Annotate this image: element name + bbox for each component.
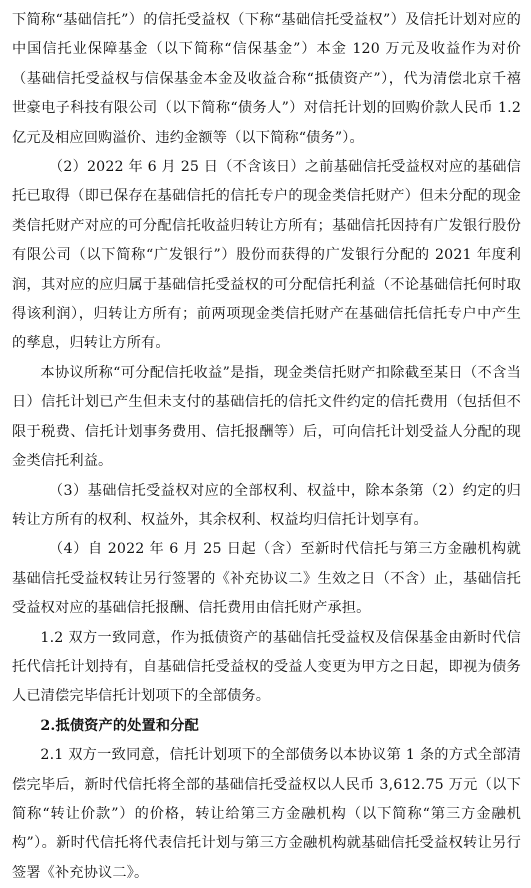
section-heading-disposal-and-distribution: 2.抵债资产的处置和分配	[40, 717, 199, 734]
paragraph-section-1-2: 1.2 双方一致同意，作为抵债资产的基础信托受益权及信保基金由新时代信托代信托计划持有，自基础信托受益权的受益人变更为甲方之日起，即视为债务人已清偿完毕信托计划项下的全部债务。	[12, 629, 521, 705]
paragraph-underlying-trust-definition: 下简称“基础信托”）的信托受益权（下称“基础信托受益权”）及信托计划对应的中国信托业保障基金（以下简称“信保基金”）本金 120 万元及收益作为对价（基础信托受益权与信保基金本金及收益合称“抵债资产”），代为清偿北京千禧世豪电子科技有限公司（以下简称“债务人”）对信托计划的回购价款人民币 1.2 亿元及相应回购溢价、违约金额等（以下简称“债务”）。	[12, 12, 521, 146]
paragraph-section-2-1: 2.1 双方一致同意，信托计划项下的全部债务以本协议第 1 条的方式全部清偿完毕后，新时代信托将全部的基础信托受益权以人民币 3,612.75 万元（以下简称“转让价款”）的价格，转让给第三方金融机构（以下简称“第三方金融机构”）。新时代信托将代表信托计划与第三方金融机构就基础信托受益权转让另行签署《补充协议二》。	[12, 747, 521, 881]
paragraph-clause-2-undistributed-income: （2）2022 年 6 月 25 日（不含该日）之前基础信托受益权对应的基础信托已取得（即已保存在基础信托的信托专户的现金类信托财产）但未分配的现金类信托财产对应的可分配信托收益归转让方所有；基础信托因持有广发银行股份有限公司（以下简称“广发银行”）股份而获得的广发银行分配的 2021 年度利润，其对应的应归属于基础信托受益权的可分配信托利益（不论基础信托何时取得该利润），归转让方所有；前两项现金类信托财产在基础信托信托专户中产生的孳息，归转让方所有。	[12, 159, 521, 352]
paragraph-clause-4-fees: （4）自 2022 年 6 月 25 日起（含）至新时代信托与第三方金融机构就基础信托受益权转让另行签署的《补充协议二》生效之日（不含）止，基础信托受益权对应的基础信托报酬、信托费用由信托财产承担。	[12, 541, 521, 617]
paragraph-clause-3-rights: （3）基础信托受益权对应的全部权利、权益中，除本条第（2）约定的归转让方所有的权利、权益外，其余权利、权益均归信托计划享有。	[12, 482, 521, 528]
paragraph-distributable-income-definition: 本协议所称“可分配信托收益”是指，现金类信托财产扣除截至某日（不含当日）信托计划已产生但未支付的基础信托的信托文件约定的信托费用（包括但不限于税费、信托计划事务费用、信托报酬等）后，可向信托计划受益人分配的现金类信托利益。	[12, 364, 521, 470]
